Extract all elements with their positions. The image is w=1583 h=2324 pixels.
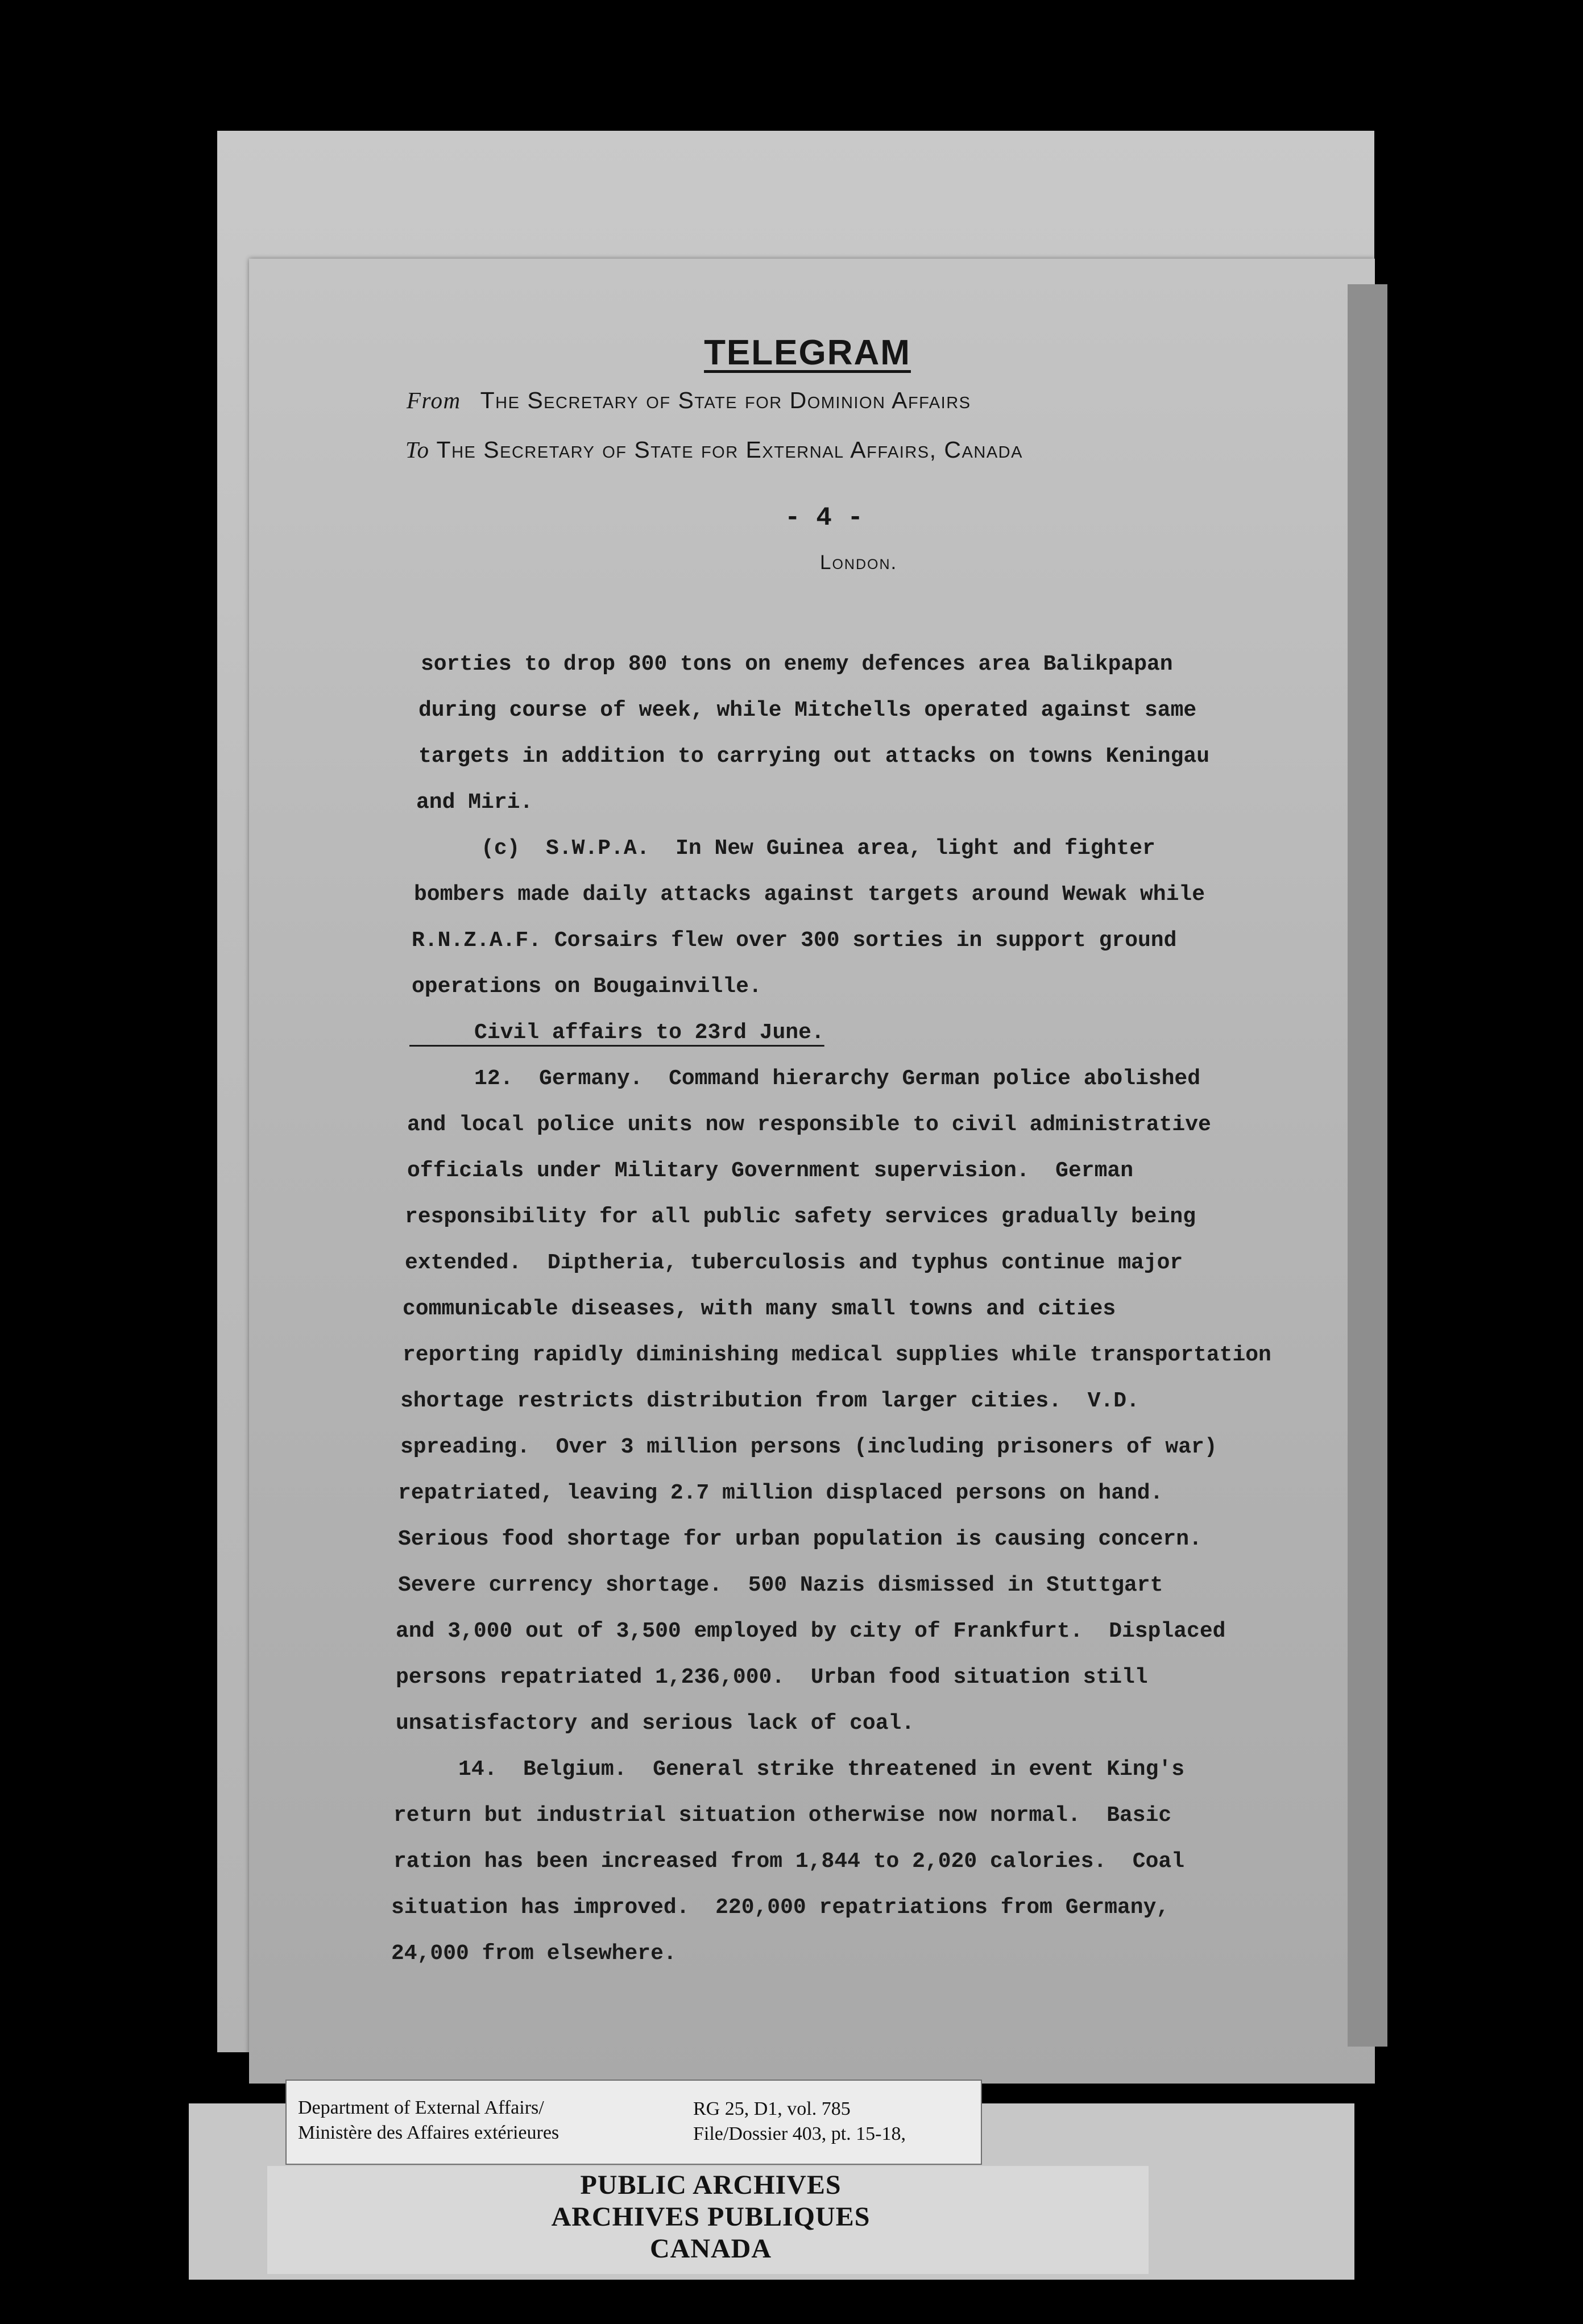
body-line: and 3,000 out of 3,500 employed by city of Frankfurt. Displaced (396, 1619, 1226, 1644)
label-ref-file: File/Dossier 403, pt. 15-18, (693, 2123, 906, 2144)
body-line: reporting rapidly diminishing medical supplies while transportation (403, 1343, 1271, 1367)
body-line: unsatisfactory and serious lack of coal. (396, 1711, 915, 1736)
to-text: The Secretary of State for External Affairs, Canada (436, 437, 1023, 463)
body-line: 14. Belgium. General strike threatened in event King's (393, 1757, 1185, 1782)
body-line: during course of week, while Mitchells operated against same (418, 698, 1197, 723)
label-dept-en: Department of External Affairs/ (298, 2097, 544, 2118)
body-line: targets in addition to carrying out attacks on towns Keningau (418, 744, 1210, 769)
body-line: communicable diseases, with many small towns and cities (403, 1297, 1116, 1321)
label-dept-fr: Ministère des Affaires extérieures (298, 2122, 560, 2143)
page-edge (1348, 284, 1387, 2047)
dispatch-place: London. (820, 551, 898, 574)
body-line: responsibility for all public safety services gradually being (405, 1205, 1196, 1229)
body-line: 24,000 from elsewhere. (391, 1941, 677, 1966)
body-line: 12. Germany. Command hierarchy German police abolished (409, 1066, 1201, 1091)
telegram-title: TELEGRAM (704, 333, 911, 372)
body-line: ration has been increased from 1,844 to 2,020 calories. Coal (393, 1849, 1185, 1874)
stamp-text-group (426, 2172, 995, 2268)
from-prefix: From (407, 387, 461, 413)
body-line: officials under Military Government supervision. German (407, 1159, 1134, 1183)
public-archives-stamp (267, 2166, 1149, 2274)
body-line: Severe currency shortage. 500 Nazis dismissed in Stuttgart (398, 1573, 1163, 1597)
body-line: R.N.Z.A.F. Corsairs flew over 300 sorties in support ground (412, 928, 1177, 953)
stamp-line-2: ARCHIVES PUBLIQUES (551, 2202, 871, 2232)
body-line: return but industrial situation otherwise now normal. Basic (393, 1803, 1172, 1828)
body-line: and Miri. (416, 790, 533, 815)
label-ref-rg: RG 25, D1, vol. 785 (693, 2098, 851, 2119)
body-line: operations on Bougainville. (412, 974, 762, 999)
from-line (407, 387, 971, 414)
body-line: shortage restricts distribution from larger cities. V.D. (400, 1389, 1139, 1413)
body-line: extended. Diptheria, tuberculosis and typhus continue major (405, 1251, 1183, 1275)
stamp-line-1: PUBLIC ARCHIVES (580, 2170, 842, 2200)
body-line: persons repatriated 1,236,000. Urban food situation still (396, 1665, 1148, 1690)
body-line: and local police units now responsible to civil administrative (407, 1113, 1211, 1137)
body-line: spreading. Over 3 million persons (including prisoners of war) (400, 1435, 1217, 1459)
body-line: sorties to drop 800 tons on enemy defences area Balikpapan (421, 652, 1173, 677)
body-line: (c) S.W.P.A. In New Guinea area, light and fighter (416, 836, 1155, 861)
from-text: The Secretary of State for Dominion Affairs (480, 387, 971, 413)
to-line (405, 436, 1023, 463)
body-line: repatriated, leaving 2.7 million displaced persons on hand. (398, 1481, 1163, 1505)
section-heading: Civil affairs to 23rd June. (409, 1020, 824, 1045)
body-line: situation has improved. 220,000 repatriations from Germany, (391, 1895, 1170, 1920)
telegram-body (391, 641, 1342, 1977)
archive-reference-label (285, 2080, 982, 2165)
body-line: Serious food shortage for urban population is causing concern. (398, 1527, 1202, 1551)
to-prefix: To (405, 437, 430, 463)
page-number: - 4 - (785, 503, 864, 533)
body-line: bombers made daily attacks against targets around Wewak while (414, 882, 1205, 907)
stamp-line-3: CANADA (650, 2234, 772, 2264)
